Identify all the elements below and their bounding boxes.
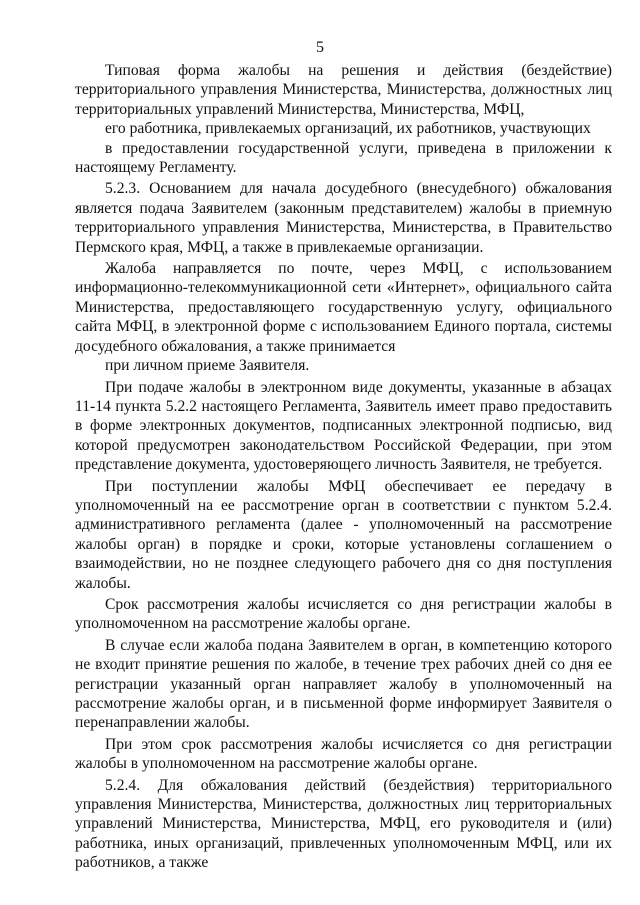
paragraph-electronic-submission: При подаче жалобы в электронном виде документы, указанные в абзацах 11-14 пункта 5.2.2 настоящего Регламента, Заявитель имеет право предоставить в форме электронных документов, подписанных электронной подписью, вид которой предусмотрен законодательством Российской Федерации, при этом представление документа, удостоверяющего личность Заявителя, не требуется.: [75, 378, 612, 474]
paragraph-submission-methods: Жалоба направляется по почте, через МФЦ, с использованием информационно-телекоммуникационной сети «Интернет», официального сайта Министерства, предоставляющего государственную услугу, официального сайта МФЦ, в электронной форме с использованием Единого портала, системы досудебного обжалования, а также принимается: [75, 260, 612, 355]
paragraph-review-period: Срок рассмотрения жалобы исчисляется со дня регистрации жалобы в уполномоченном на рассмотрение жалобы органе.: [75, 595, 612, 633]
paragraph-review-period-redirected: При этом срок рассмотрения жалобы исчисляется со дня регистрации жалобы в уполномоченном на рассмотрение жалобы органе.: [75, 735, 612, 773]
paragraph-complaint-form: Типовая форма жалобы на решения и действия (бездействие) территориального управления Министерства, Министерства, должностных лиц территориальных управлений Министерства, Министерства, МФЦ,: [75, 62, 612, 118]
paragraph-complaint-form-appendix: в предоставлении государственной услуги, приведена в приложении к настоящему Регламенту.: [75, 139, 612, 177]
paragraph-5-2-4: 5.2.4. Для обжалования действий (бездействия) территориального управления Министерства, Министерства, должностных лиц территориальных управлений Министерства, Министерства, МФЦ, его руководителя и (или) работника, иных организаций, привлеченных уполномоченным МФЦ, или их работников, а также: [75, 776, 612, 872]
page-number: 5: [316, 39, 324, 56]
paragraph-personal-reception: при личном приеме Заявителя.: [105, 357, 310, 375]
paragraph-complaint-form-continued: его работника, привлекаемых организаций, их работников, участвующих: [105, 120, 591, 138]
paragraph-mfc-transfer: При поступлении жалобы МФЦ обеспечивает ее передачу в уполномоченный на ее рассмотрение орган в соответствии с пунктом 5.2.4. административного регламента (далее - уполномоченный на рассмотрение жалобы орган) в порядке и сроки, которые установлены соглашением о взаимодействии, но не позднее следующего рабочего дня со дня поступления жалобы.: [75, 477, 612, 592]
document-body: [75, 61, 612, 873]
paragraph-wrong-authority: В случае если жалоба подана Заявителем в орган, в компетенцию которого не входит принятие решения по жалобе, в течение трех рабочих дней со дня ее регистрации указанный орган направляет жалобу в уполномоченный на рассмотрение жалобы орган, и в письменной форме информирует Заявителя о перенаправлении жалобы.: [75, 636, 612, 732]
paragraph-5-2-3: 5.2.3. Основанием для начала досудебного (внесудебного) обжалования является подача Заявителем (законным представителем) жалобы в приемную территориального управления Министерства, Министерства, в Правительство Пермского края, МФЦ, а также в привлекаемые организации.: [75, 180, 612, 256]
